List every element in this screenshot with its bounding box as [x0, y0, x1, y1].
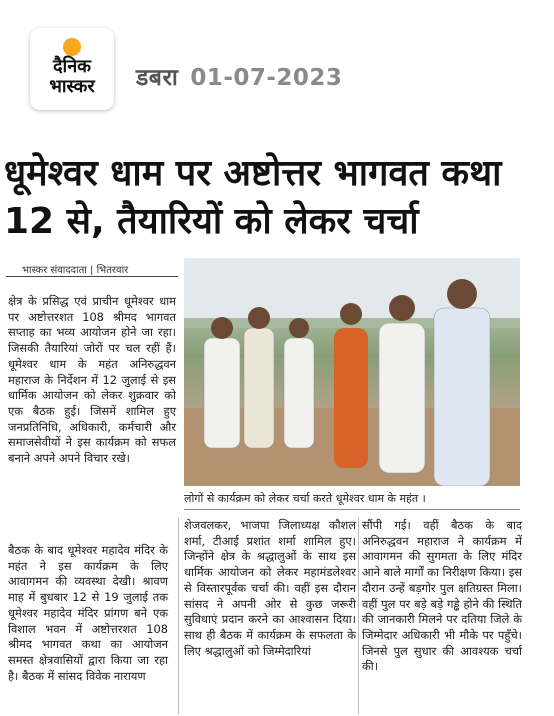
article-column-1-bottom [8, 543, 168, 684]
article-column-3 [362, 518, 522, 675]
edition-info [136, 60, 342, 92]
column-divider [178, 518, 179, 714]
photo-illustration [184, 258, 520, 486]
sun-icon [63, 38, 81, 56]
photo-caption: लोगों से कार्यक्रम को लेकर चर्चा करते धूमेश्वर धाम के महंत । [184, 491, 520, 510]
edition-city: डबरा [136, 65, 179, 91]
masthead [0, 0, 554, 132]
column-divider [358, 518, 359, 714]
paragraph: बैठक के बाद धूमेश्वर महादेव मंदिर के महंत ने इस कार्यक्रम के लिए आवागमन की व्यवस्था देखी। श्रावण माह में बुधबार 12 से 19 जुलाई तक धूमेश्वर महादेव मंदिर प्रांगण बने एक विशाल भवन में अष्टोत्तरशत 108 श्रीमद भागवत कथा का आयोजन समस्त क्षेत्रवासियों द्वारा किया जा रहा है। बैठक में सांसद विवेक नारायण [8, 543, 168, 683]
article-photo [184, 258, 520, 486]
logo-text-line1: दैनिक [52, 56, 92, 77]
paragraph: क्षेत्र के प्रसिद्ध एवं प्राचीन धूमेश्वर धाम पर अष्टोत्तरशत 108 श्रीमद भागवत सप्ताह का भव्य आयोजन होने जा रहा। जिसकी तैयारियां जोरों पर चल रहीं हैं। धूमेश्वर धाम के महंत अनिरुद्धवन महाराज के निर्देशन में 12 जुलाई से इस धार्मिक आयोजन को लेकर शुक्रवार को एक बैठक हुई। जिसमें शामिल हुए जनप्रतिनिधि, अधिकारी, कर्मचारी और समाजसेवीयों ने इस कार्यक्रम को सफल बनाने अपने अपने विचार रखे। [8, 294, 176, 466]
article-byline: भास्कर संवाददाता | भितरवार [22, 265, 129, 276]
byline-divider [6, 276, 178, 277]
logo-text-line2: भास्कर [49, 76, 95, 97]
paragraph: सौंपी गई। वहीं बैठक के बाद अनिरुद्धवन महाराज ने कार्यक्रम में आवागमन की सुगमता के लिए मंदिर आने बाले मार्गों का निरीक्षण किया। इस दौरान उन्हें बड़गोर पुल क्षतिग्रस्त मिला। वहीं पुल पर बड़े बड़े गड्ढे होने की स्थिति की जानकारी मिलने पर दतिया जिले के जिम्मेदार अधिकारी भी मौके पर पहुँचे। जिनसे पुल सुधार की आवश्यक चर्चा की। [362, 518, 522, 674]
paragraph: शेजवलकर, भाजपा जिलाध्यक्ष कौशल शर्मा, टीआई प्रशांत शर्मा शामिल हुए। जिन्होंने क्षेत्र के श्रद्धालुओं के साथ इस धार्मिक आयोजन को लेकर महामंडलेश्वर से विस्तारपूर्वक चर्चा की। वहीं इस दौरान सांसद ने अपनी ओर से कुछ जरूरी सुविधाएं प्रदान करने का आश्वासन दिया। साथ ही बैठक में कार्यक्रम के सफलता के लिए श्रद्धालुओं को जिम्मेदारियां [184, 518, 356, 658]
dainik-bhaskar-logo [30, 28, 114, 110]
article-column-2 [184, 518, 356, 659]
edition-date: 01-07-2023 [190, 65, 343, 91]
article-column-1-top [8, 294, 176, 467]
article-headline: धूमेश्वर धाम पर अष्टोत्तर भागवत कथा 12 से, तैयारियों को लेकर चर्चा [4, 153, 502, 242]
